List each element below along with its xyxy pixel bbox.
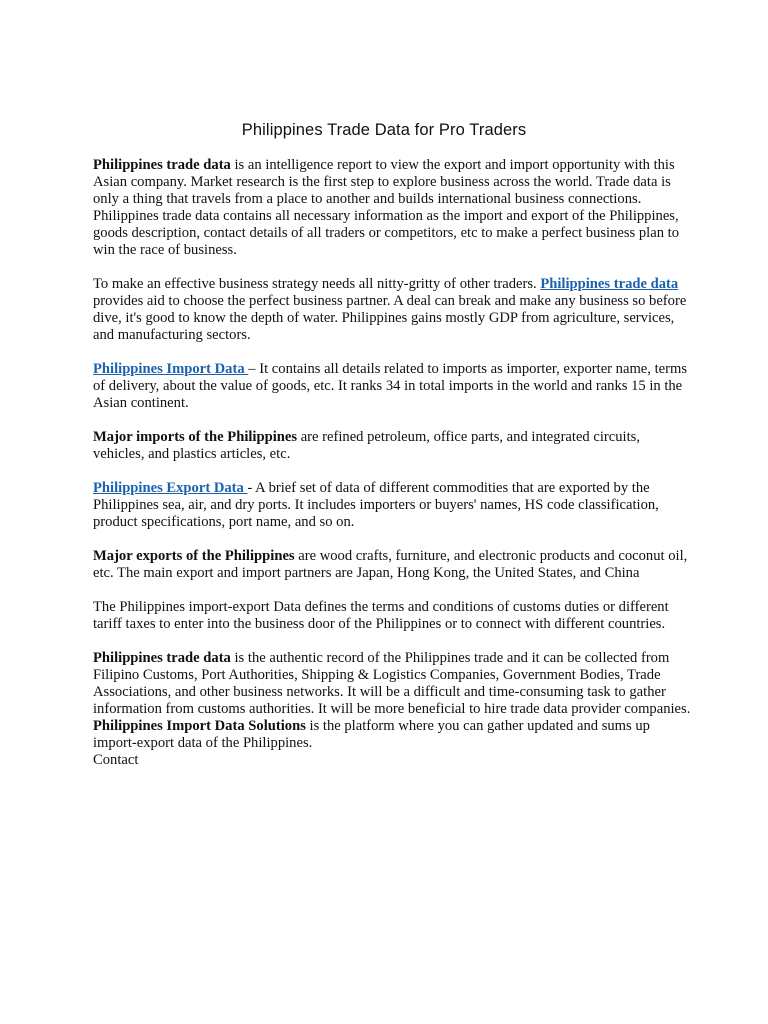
paragraph-import-data: [93, 361, 693, 412]
document-body: [93, 157, 693, 769]
paragraph-text: are wood crafts, furniture, and electronic products and coconut oil, etc. The main export and import partners are Japan, Hong Kong, the United States, and China: [93, 548, 688, 581]
paragraph-authentic-record: [93, 650, 693, 752]
paragraph-strategy: [93, 276, 693, 344]
paragraph-text: To make an effective business strategy needs all nitty-gritty of other traders.: [93, 276, 541, 292]
bold-term: Major exports of the Philippines: [93, 548, 295, 564]
link-philippines-trade-data[interactable]: Philippines trade data: [540, 276, 679, 292]
bold-term: Philippines trade data: [93, 650, 231, 666]
paragraph-text: - A brief set of data of different commodities that are exported by the Philippines sea, air, and dry ports. It includes importers or buyers' names, HS code classification, product specifications, port name, and so on.: [93, 480, 659, 530]
paragraph-text: – It contains all details related to imports as importer, exporter name, terms of delivery, about the value of goods, etc. It ranks 34 in total imports in the world and ranks 15 in the Asian continent.: [93, 361, 687, 411]
paragraph-text: are refined petroleum, office parts, and integrated circuits, vehicles, and plastics articles, etc.: [93, 429, 640, 462]
bold-term: Major imports of the Philippines: [93, 429, 298, 445]
paragraph-text: provides aid to choose the perfect business partner. A deal can break and make any business so before dive, it's good to know the depth of water. Philippines gains mostly GDP from agriculture, services, and manufacturing sectors.: [93, 293, 687, 343]
bold-term: Philippines trade data: [93, 157, 231, 173]
bold-term: Philippines Import Data Solutions: [93, 718, 306, 734]
paragraph-customs: [93, 599, 693, 633]
paragraph-text: is the platform where you can gather updated and sums up import-export data of the Philippines.: [93, 718, 650, 751]
paragraph-major-exports: [93, 548, 693, 582]
paragraph-export-data: [93, 480, 693, 531]
document-title: Philippines Trade Data for Pro Traders: [241, 121, 527, 139]
link-philippines-export-data[interactable]: Philippines Export Data: [93, 480, 248, 496]
paragraph-text: The Philippines import-export Data defines the terms and conditions of customs duties or different tariff taxes to enter into the business door of the Philippines or to connect with different countries.: [93, 599, 669, 632]
paragraph-text: is an intelligence report to view the export and import opportunity with this Asian company. Market research is the first step to explore business across the world. Trade data is only a thing that travels from a place to another and builds international business connections. Philippines trade data contains all necessary information as the import and export of the Philippines, goods description, contact details of all traders or competitors, etc to make a perfect business plan to win the race of business.: [93, 157, 680, 258]
paragraph-major-imports: [93, 429, 693, 463]
paragraph-intro: [93, 157, 693, 259]
paragraph-text: is the authentic record of the Philippines trade and it can be collected from Filipino Customs, Port Authorities, Shipping & Logistics Companies, Government Bodies, Trade Associations, and other business networks. It will be a difficult and time-consuming task to gather information from customs authorities. It will be more beneficial to hire trade data provider companies.: [93, 650, 691, 717]
contact-line: Contact: [93, 752, 139, 768]
link-philippines-import-data[interactable]: Philippines Import Data: [93, 361, 249, 377]
